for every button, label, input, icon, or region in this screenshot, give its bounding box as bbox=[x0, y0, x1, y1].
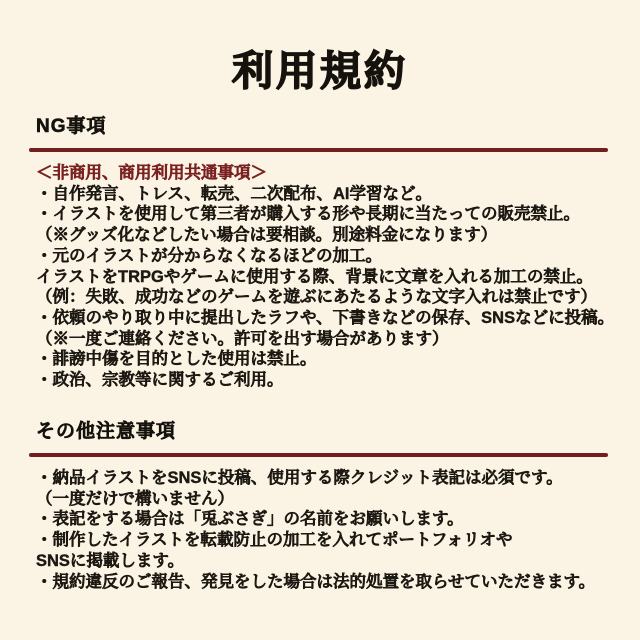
terms-line: （例：失敗、成功などのゲームを遊ぶにあたるような文字入れは禁止です） bbox=[36, 288, 597, 307]
subsection-heading-common-terms: ＜非商用、商用利用共通事項＞ bbox=[36, 164, 267, 182]
terms-line: イラストをTRPGやゲームに使用する際、背景に文章を入れる加工の禁止。 bbox=[36, 267, 593, 286]
section-ng-items bbox=[36, 111, 615, 391]
terms-line: ・表記をする場合は「兎ぶさぎ」の名前をお願いします。 bbox=[36, 510, 464, 529]
terms-line: ・依頼のやり取り中に提出したラフや、下書きなどの保存、SNSなどに投稿。 bbox=[36, 308, 615, 327]
terms-line: ・制作したイラストを転載防止の加工を入れてポートフォリオや bbox=[36, 531, 513, 550]
terms-line: ・誹謗中傷を目的とした使用は禁止。 bbox=[36, 350, 317, 369]
terms-line: ・イラストを使用して第三者が購入する形や長期に当たっての販売禁止。 bbox=[36, 205, 581, 224]
terms-line: ・政治、宗教等に関するご利用。 bbox=[36, 371, 284, 390]
page-title: 利用規約 bbox=[232, 48, 408, 94]
section-other-notes bbox=[36, 416, 612, 592]
terms-line: SNSに掲載します。 bbox=[36, 551, 185, 570]
terms-line: ・規約違反のご報告、発見をした場合は法的処置を取らせていただきます。 bbox=[36, 572, 596, 591]
section-body-other-notes bbox=[36, 468, 612, 592]
divider-line bbox=[29, 453, 608, 457]
terms-line: （※グッズ化などしたい場合は要相談。別途料金になります） bbox=[36, 226, 498, 245]
terms-line: ・自作発言、トレス、転売、二次配布、AI学習など。 bbox=[36, 184, 432, 203]
section-heading-ng: NG事項 bbox=[36, 116, 107, 137]
terms-line: （一度だけで構いません） bbox=[36, 489, 234, 508]
terms-line: （※一度ご連絡ください。許可を出す場合があります） bbox=[36, 329, 449, 348]
terms-line: ・元のイラストが分からなくなるほどの加工。 bbox=[36, 246, 383, 265]
section-body-ng bbox=[36, 163, 615, 391]
divider-line bbox=[29, 148, 608, 152]
section-heading-other-notes: その他注意事項 bbox=[36, 421, 177, 442]
terms-line: ・納品イラストをSNSに投稿、使用する際クレジット表記は必須です。 bbox=[36, 469, 563, 487]
